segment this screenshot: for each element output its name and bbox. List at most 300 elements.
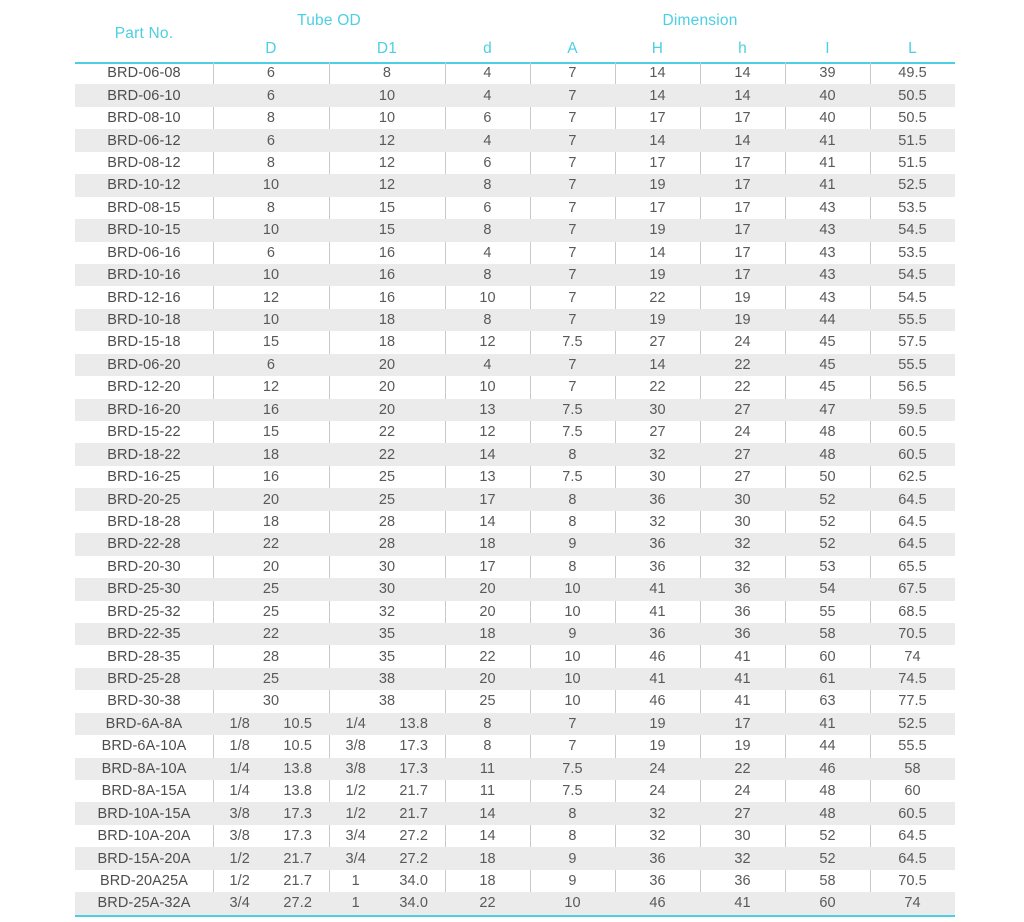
cell-D1: 25 bbox=[378, 469, 396, 486]
cell-d: 8 bbox=[483, 738, 492, 755]
cell-D: 15 bbox=[262, 424, 280, 441]
cell-h: 19 bbox=[700, 309, 785, 331]
cell-h: 17 bbox=[700, 174, 785, 196]
header-group-row bbox=[75, 6, 955, 36]
cell-d: 13 bbox=[479, 469, 496, 486]
cell-h: 14 bbox=[700, 84, 785, 106]
cell-L: 53.5 bbox=[898, 199, 927, 216]
cell-H: 32 bbox=[615, 443, 700, 465]
cell-part-no: BRD-6A-8A bbox=[75, 713, 213, 735]
cell-H: 19 bbox=[615, 219, 700, 241]
cell-L: 74 bbox=[904, 648, 921, 665]
cell-D-inch: 1/8 bbox=[229, 738, 250, 755]
cell-d: 14 bbox=[479, 513, 496, 530]
cell-I: 60 bbox=[785, 892, 870, 914]
cell-part-no: BRD-16-25 bbox=[107, 469, 181, 486]
table-row bbox=[75, 825, 955, 847]
cell-h: 36 bbox=[734, 603, 751, 620]
cell-D: 8 bbox=[266, 199, 276, 216]
cell-I: 54 bbox=[785, 578, 870, 600]
cell-D: 6 bbox=[213, 354, 329, 376]
table-row bbox=[75, 376, 955, 398]
cell-I: 47 bbox=[785, 399, 870, 421]
cell-h: 36 bbox=[700, 623, 785, 645]
cell-d: 18 bbox=[445, 623, 530, 645]
cell-L: 54.5 bbox=[870, 219, 955, 241]
cell-D: 16 bbox=[213, 399, 329, 421]
cell-I: 40 bbox=[819, 110, 836, 127]
cell-D1 bbox=[329, 847, 445, 869]
cell-A: 9 bbox=[530, 847, 615, 869]
cell-D1: 15 bbox=[329, 219, 445, 241]
cell-part-no: BRD-18-28 bbox=[107, 513, 181, 530]
cell-h: 27 bbox=[700, 802, 785, 824]
cell-A: 7.5 bbox=[562, 424, 583, 441]
table-row bbox=[75, 511, 955, 533]
cell-D1-inch: 3/8 bbox=[345, 760, 366, 777]
cell-D: 25 bbox=[213, 668, 329, 690]
cell-D1: 22 bbox=[378, 424, 396, 441]
cell-I: 58 bbox=[785, 623, 870, 645]
cell-A: 7 bbox=[530, 309, 615, 331]
cell-L: 62.5 bbox=[898, 469, 927, 486]
cell-A: 7.5 bbox=[562, 783, 583, 800]
table-bottom-rule bbox=[75, 915, 955, 917]
cell-D1: 18 bbox=[378, 334, 396, 351]
table-row bbox=[75, 309, 955, 331]
cell-H: 36 bbox=[615, 847, 700, 869]
cell-D-mm: 21.7 bbox=[283, 850, 312, 867]
cell-D1-inch: 1 bbox=[351, 872, 360, 889]
cell-h: 41 bbox=[700, 668, 785, 690]
cell-D1: 20 bbox=[329, 354, 445, 376]
cell-I: 43 bbox=[785, 219, 870, 241]
cell-H: 14 bbox=[615, 84, 700, 106]
table-row bbox=[75, 735, 955, 757]
cell-D: 12 bbox=[262, 289, 280, 306]
cell-A: 7 bbox=[530, 174, 615, 196]
cell-h: 19 bbox=[734, 738, 751, 755]
cell-L: 55.5 bbox=[870, 354, 955, 376]
cell-A: 7 bbox=[530, 713, 615, 735]
cell-H: 36 bbox=[649, 872, 666, 889]
cell-D1: 22 bbox=[329, 443, 445, 465]
cell-part-no: BRD-16-20 bbox=[75, 399, 213, 421]
cell-part-no: BRD-10-16 bbox=[75, 264, 213, 286]
cell-part-no: BRD-20-30 bbox=[107, 558, 181, 575]
cell-A: 10 bbox=[564, 693, 581, 710]
cell-h: 32 bbox=[734, 558, 751, 575]
cell-D-mm: 27.2 bbox=[283, 895, 312, 912]
cell-A: 7.5 bbox=[530, 758, 615, 780]
cell-D1-mm: 17.3 bbox=[399, 760, 428, 777]
cell-D1: 10 bbox=[329, 84, 445, 106]
cell-L: 58 bbox=[870, 758, 955, 780]
cell-D-mm: 13.8 bbox=[283, 783, 312, 800]
cell-d: 18 bbox=[445, 847, 530, 869]
cell-I: 55 bbox=[819, 603, 836, 620]
cell-I: 63 bbox=[819, 693, 836, 710]
cell-H: 22 bbox=[649, 379, 666, 396]
cell-d: 6 bbox=[483, 154, 492, 171]
cell-D1: 20 bbox=[378, 379, 396, 396]
cell-part-no: BRD-10A-20A bbox=[97, 828, 191, 845]
cell-part-no: BRD-06-08 bbox=[107, 65, 181, 82]
table-row bbox=[75, 556, 955, 578]
cell-h: 30 bbox=[734, 513, 751, 530]
cell-A: 7 bbox=[530, 129, 615, 151]
cell-D1: 12 bbox=[329, 174, 445, 196]
cell-I: 48 bbox=[819, 783, 836, 800]
cell-h: 41 bbox=[700, 892, 785, 914]
header-col-D1: D1 bbox=[329, 36, 445, 62]
cell-D1: 12 bbox=[329, 129, 445, 151]
cell-part-no: BRD-06-16 bbox=[107, 244, 181, 261]
table-row bbox=[75, 443, 955, 465]
cell-A: 7 bbox=[568, 199, 577, 216]
cell-part-no: BRD-25-28 bbox=[75, 668, 213, 690]
cell-D-inch: 1/4 bbox=[229, 760, 250, 777]
cell-D: 6 bbox=[266, 244, 276, 261]
cell-D1-inch: 3/4 bbox=[345, 850, 366, 867]
header-col-H: H bbox=[615, 36, 700, 62]
cell-part-no: BRD-10-18 bbox=[75, 309, 213, 331]
table-row bbox=[75, 152, 955, 174]
cell-D1-mm: 21.7 bbox=[399, 805, 428, 822]
cell-h: 41 bbox=[734, 648, 751, 665]
cell-h: 22 bbox=[734, 379, 751, 396]
cell-d: 4 bbox=[483, 244, 492, 261]
cell-D1: 38 bbox=[329, 668, 445, 690]
cell-D1: 32 bbox=[378, 603, 396, 620]
cell-D-mm: 17.3 bbox=[283, 805, 312, 822]
cell-D1-inch: 1/2 bbox=[345, 783, 366, 800]
cell-A: 7 bbox=[568, 379, 577, 396]
cell-L: 60.5 bbox=[898, 424, 927, 441]
cell-D1: 30 bbox=[378, 558, 396, 575]
cell-h: 30 bbox=[734, 828, 751, 845]
cell-D bbox=[213, 802, 329, 824]
cell-d: 20 bbox=[445, 668, 530, 690]
cell-part-no: BRD-28-35 bbox=[107, 648, 181, 665]
header-col-d: d bbox=[445, 36, 530, 62]
cell-d: 4 bbox=[445, 84, 530, 106]
cell-d: 4 bbox=[483, 65, 492, 82]
cell-D1: 38 bbox=[378, 693, 396, 710]
cell-I: 43 bbox=[785, 264, 870, 286]
cell-D1: 35 bbox=[378, 648, 396, 665]
cell-d: 6 bbox=[483, 199, 492, 216]
cell-L: 65.5 bbox=[898, 558, 927, 575]
cell-A: 8 bbox=[568, 513, 577, 530]
cell-A: 7 bbox=[568, 289, 577, 306]
table-row bbox=[75, 758, 955, 780]
cell-part-no: BRD-25-30 bbox=[75, 578, 213, 600]
cell-d: 6 bbox=[483, 110, 492, 127]
cell-d: 4 bbox=[445, 129, 530, 151]
cell-D1 bbox=[329, 758, 445, 780]
header-col-L: L bbox=[870, 36, 955, 62]
cell-D1-mm: 27.2 bbox=[399, 850, 428, 867]
cell-h: 14 bbox=[700, 129, 785, 151]
cell-L: 77.5 bbox=[898, 693, 927, 710]
cell-I: 43 bbox=[819, 244, 836, 261]
cell-D: 20 bbox=[213, 488, 329, 510]
cell-part-no: BRD-08-12 bbox=[107, 154, 181, 171]
cell-D-mm: 10.5 bbox=[283, 738, 312, 755]
cell-A: 8 bbox=[568, 828, 577, 845]
table-row bbox=[75, 264, 955, 286]
table-row bbox=[75, 331, 955, 353]
cell-D: 25 bbox=[262, 603, 280, 620]
cell-D: 10 bbox=[213, 264, 329, 286]
header-col-A: A bbox=[530, 36, 615, 62]
cell-D1 bbox=[329, 735, 445, 757]
cell-A: 7.5 bbox=[562, 469, 583, 486]
table-row bbox=[75, 421, 955, 443]
cell-A: 7.5 bbox=[530, 399, 615, 421]
cell-H: 36 bbox=[615, 488, 700, 510]
cell-h: 32 bbox=[700, 533, 785, 555]
cell-A: 8 bbox=[530, 802, 615, 824]
cell-part-no: BRD-8A-10A bbox=[75, 758, 213, 780]
cell-part-no: BRD-22-28 bbox=[75, 533, 213, 555]
cell-D1-inch: 3/8 bbox=[345, 738, 366, 755]
cell-D1 bbox=[329, 870, 445, 892]
cell-L: 55.5 bbox=[870, 309, 955, 331]
cell-L: 56.5 bbox=[898, 379, 927, 396]
cell-D1 bbox=[329, 780, 445, 802]
cell-d: 14 bbox=[445, 443, 530, 465]
cell-A: 8 bbox=[568, 558, 577, 575]
cell-h: 17 bbox=[700, 264, 785, 286]
cell-H: 27 bbox=[649, 424, 666, 441]
cell-L: 50.5 bbox=[898, 110, 927, 127]
cell-h: 36 bbox=[734, 872, 751, 889]
cell-H: 36 bbox=[615, 623, 700, 645]
cell-d: 20 bbox=[479, 603, 496, 620]
cell-L: 53.5 bbox=[898, 244, 927, 261]
cell-d: 12 bbox=[479, 424, 496, 441]
cell-A: 10 bbox=[530, 668, 615, 690]
cell-D-mm: 10.5 bbox=[283, 715, 312, 732]
cell-L: 64.5 bbox=[898, 828, 927, 845]
cell-I: 60 bbox=[819, 648, 836, 665]
cell-L: 60.5 bbox=[870, 802, 955, 824]
cell-L: 59.5 bbox=[870, 399, 955, 421]
cell-d: 4 bbox=[445, 354, 530, 376]
cell-I: 45 bbox=[785, 354, 870, 376]
cell-D1-inch: 1/4 bbox=[345, 715, 366, 732]
cell-I: 52 bbox=[785, 488, 870, 510]
cell-d: 22 bbox=[479, 648, 496, 665]
cell-D: 10 bbox=[213, 174, 329, 196]
header-part-no: Part No. bbox=[75, 6, 213, 62]
cell-I: 41 bbox=[785, 129, 870, 151]
cell-part-no: BRD-25A-32A bbox=[75, 892, 213, 914]
cell-h: 41 bbox=[734, 693, 751, 710]
cell-d: 14 bbox=[445, 802, 530, 824]
cell-part-no: BRD-15-22 bbox=[107, 424, 181, 441]
cell-d: 12 bbox=[479, 334, 496, 351]
cell-H: 46 bbox=[649, 648, 666, 665]
cell-L: 70.5 bbox=[898, 872, 927, 889]
cell-D: 22 bbox=[213, 623, 329, 645]
cell-L: 64.5 bbox=[898, 513, 927, 530]
cell-D: 8 bbox=[266, 110, 276, 127]
cell-I: 41 bbox=[785, 174, 870, 196]
cell-I: 52 bbox=[819, 513, 836, 530]
cell-I: 45 bbox=[819, 379, 836, 396]
table-header bbox=[75, 6, 955, 62]
cell-I: 43 bbox=[819, 289, 836, 306]
specification-table bbox=[75, 6, 955, 915]
cell-D bbox=[213, 713, 329, 735]
cell-A: 9 bbox=[530, 623, 615, 645]
cell-I: 39 bbox=[819, 65, 836, 82]
cell-D-inch: 1/4 bbox=[229, 783, 250, 800]
cell-D: 18 bbox=[262, 513, 280, 530]
cell-L: 51.5 bbox=[870, 129, 955, 151]
cell-part-no: BRD-08-15 bbox=[107, 199, 181, 216]
cell-d: 8 bbox=[445, 713, 530, 735]
cell-d: 17 bbox=[479, 558, 496, 575]
cell-H: 41 bbox=[615, 578, 700, 600]
cell-D bbox=[213, 870, 329, 892]
cell-L: 54.5 bbox=[870, 264, 955, 286]
cell-part-no: BRD-12-16 bbox=[107, 289, 181, 306]
cell-part-no: BRD-25-32 bbox=[107, 603, 181, 620]
cell-D1: 16 bbox=[329, 264, 445, 286]
cell-D1: 15 bbox=[378, 199, 396, 216]
cell-H: 22 bbox=[649, 289, 666, 306]
table-row bbox=[75, 578, 955, 600]
cell-A: 10 bbox=[530, 892, 615, 914]
cell-h: 14 bbox=[734, 65, 751, 82]
cell-h: 17 bbox=[734, 110, 751, 127]
cell-part-no: BRD-8A-15A bbox=[101, 783, 187, 800]
cell-D: 10 bbox=[213, 309, 329, 331]
cell-D-mm: 17.3 bbox=[283, 828, 312, 845]
cell-I: 41 bbox=[785, 713, 870, 735]
cell-A: 7 bbox=[568, 65, 577, 82]
cell-h: 36 bbox=[700, 578, 785, 600]
cell-D-mm: 13.8 bbox=[283, 760, 312, 777]
table-row bbox=[75, 488, 955, 510]
cell-D-inch: 3/8 bbox=[229, 805, 250, 822]
cell-H: 27 bbox=[649, 334, 666, 351]
header-group-tube-od: Tube OD bbox=[213, 6, 445, 36]
cell-D1-mm: 27.2 bbox=[399, 828, 428, 845]
cell-A: 7.5 bbox=[562, 334, 583, 351]
cell-h: 27 bbox=[700, 399, 785, 421]
table-row bbox=[75, 354, 955, 376]
cell-part-no: BRD-08-10 bbox=[107, 110, 181, 127]
cell-D: 8 bbox=[266, 154, 276, 171]
header-col-D: D bbox=[213, 36, 329, 62]
cell-d: 22 bbox=[445, 892, 530, 914]
table-row bbox=[75, 129, 955, 151]
cell-h: 17 bbox=[700, 219, 785, 241]
cell-A: 7 bbox=[530, 264, 615, 286]
cell-h: 24 bbox=[734, 424, 751, 441]
cell-I: 61 bbox=[785, 668, 870, 690]
table-row bbox=[75, 107, 955, 129]
cell-part-no: BRD-20A25A bbox=[99, 872, 189, 889]
cell-D bbox=[213, 892, 329, 914]
cell-h: 24 bbox=[734, 783, 751, 800]
cell-D: 20 bbox=[262, 558, 280, 575]
cell-D1 bbox=[329, 802, 445, 824]
cell-H: 14 bbox=[649, 65, 666, 82]
cell-D1: 28 bbox=[378, 513, 396, 530]
cell-I: 50 bbox=[819, 469, 836, 486]
cell-D bbox=[213, 780, 329, 802]
table-row bbox=[75, 601, 955, 623]
cell-D1-mm: 34.0 bbox=[399, 872, 428, 889]
table-row bbox=[75, 62, 955, 84]
cell-D1: 30 bbox=[329, 578, 445, 600]
cell-h: 17 bbox=[734, 244, 751, 261]
cell-L: 49.5 bbox=[898, 65, 927, 82]
cell-H: 32 bbox=[649, 828, 666, 845]
cell-d: 8 bbox=[445, 264, 530, 286]
cell-d: 11 bbox=[445, 758, 530, 780]
cell-D bbox=[213, 847, 329, 869]
cell-part-no: BRD-18-22 bbox=[75, 443, 213, 465]
cell-H: 46 bbox=[615, 892, 700, 914]
table-row bbox=[75, 780, 955, 802]
cell-L: 60.5 bbox=[870, 443, 955, 465]
cell-L: 68.5 bbox=[898, 603, 927, 620]
cell-D1: 20 bbox=[329, 399, 445, 421]
cell-H: 19 bbox=[649, 738, 666, 755]
cell-H: 24 bbox=[615, 758, 700, 780]
cell-H: 36 bbox=[615, 533, 700, 555]
cell-D: 6 bbox=[266, 65, 276, 82]
cell-I: 52 bbox=[785, 533, 870, 555]
cell-D1: 18 bbox=[329, 309, 445, 331]
cell-I: 48 bbox=[785, 443, 870, 465]
cell-D1: 8 bbox=[382, 65, 392, 82]
cell-I: 48 bbox=[785, 802, 870, 824]
cell-D-inch: 1/8 bbox=[229, 715, 250, 732]
cell-D-inch: 1/2 bbox=[229, 850, 250, 867]
cell-D: 25 bbox=[213, 578, 329, 600]
table-row bbox=[75, 242, 955, 264]
cell-D: 28 bbox=[262, 648, 280, 665]
cell-d: 11 bbox=[479, 783, 496, 800]
cell-H: 24 bbox=[649, 783, 666, 800]
cell-D: 6 bbox=[213, 129, 329, 151]
cell-d: 14 bbox=[479, 828, 496, 845]
cell-L: 67.5 bbox=[870, 578, 955, 600]
cell-L: 52.5 bbox=[870, 174, 955, 196]
cell-d: 8 bbox=[445, 309, 530, 331]
cell-part-no: BRD-10A-15A bbox=[75, 802, 213, 824]
cell-part-no: BRD-15-18 bbox=[107, 334, 181, 351]
header-group-dimension: Dimension bbox=[445, 6, 955, 36]
cell-A: 8 bbox=[530, 443, 615, 465]
cell-h: 27 bbox=[700, 443, 785, 465]
cell-D bbox=[213, 758, 329, 780]
table-row bbox=[75, 219, 955, 241]
table-row bbox=[75, 466, 955, 488]
cell-H: 30 bbox=[649, 469, 666, 486]
cell-L: 64.5 bbox=[870, 847, 955, 869]
cell-d: 18 bbox=[479, 872, 496, 889]
cell-d: 13 bbox=[445, 399, 530, 421]
